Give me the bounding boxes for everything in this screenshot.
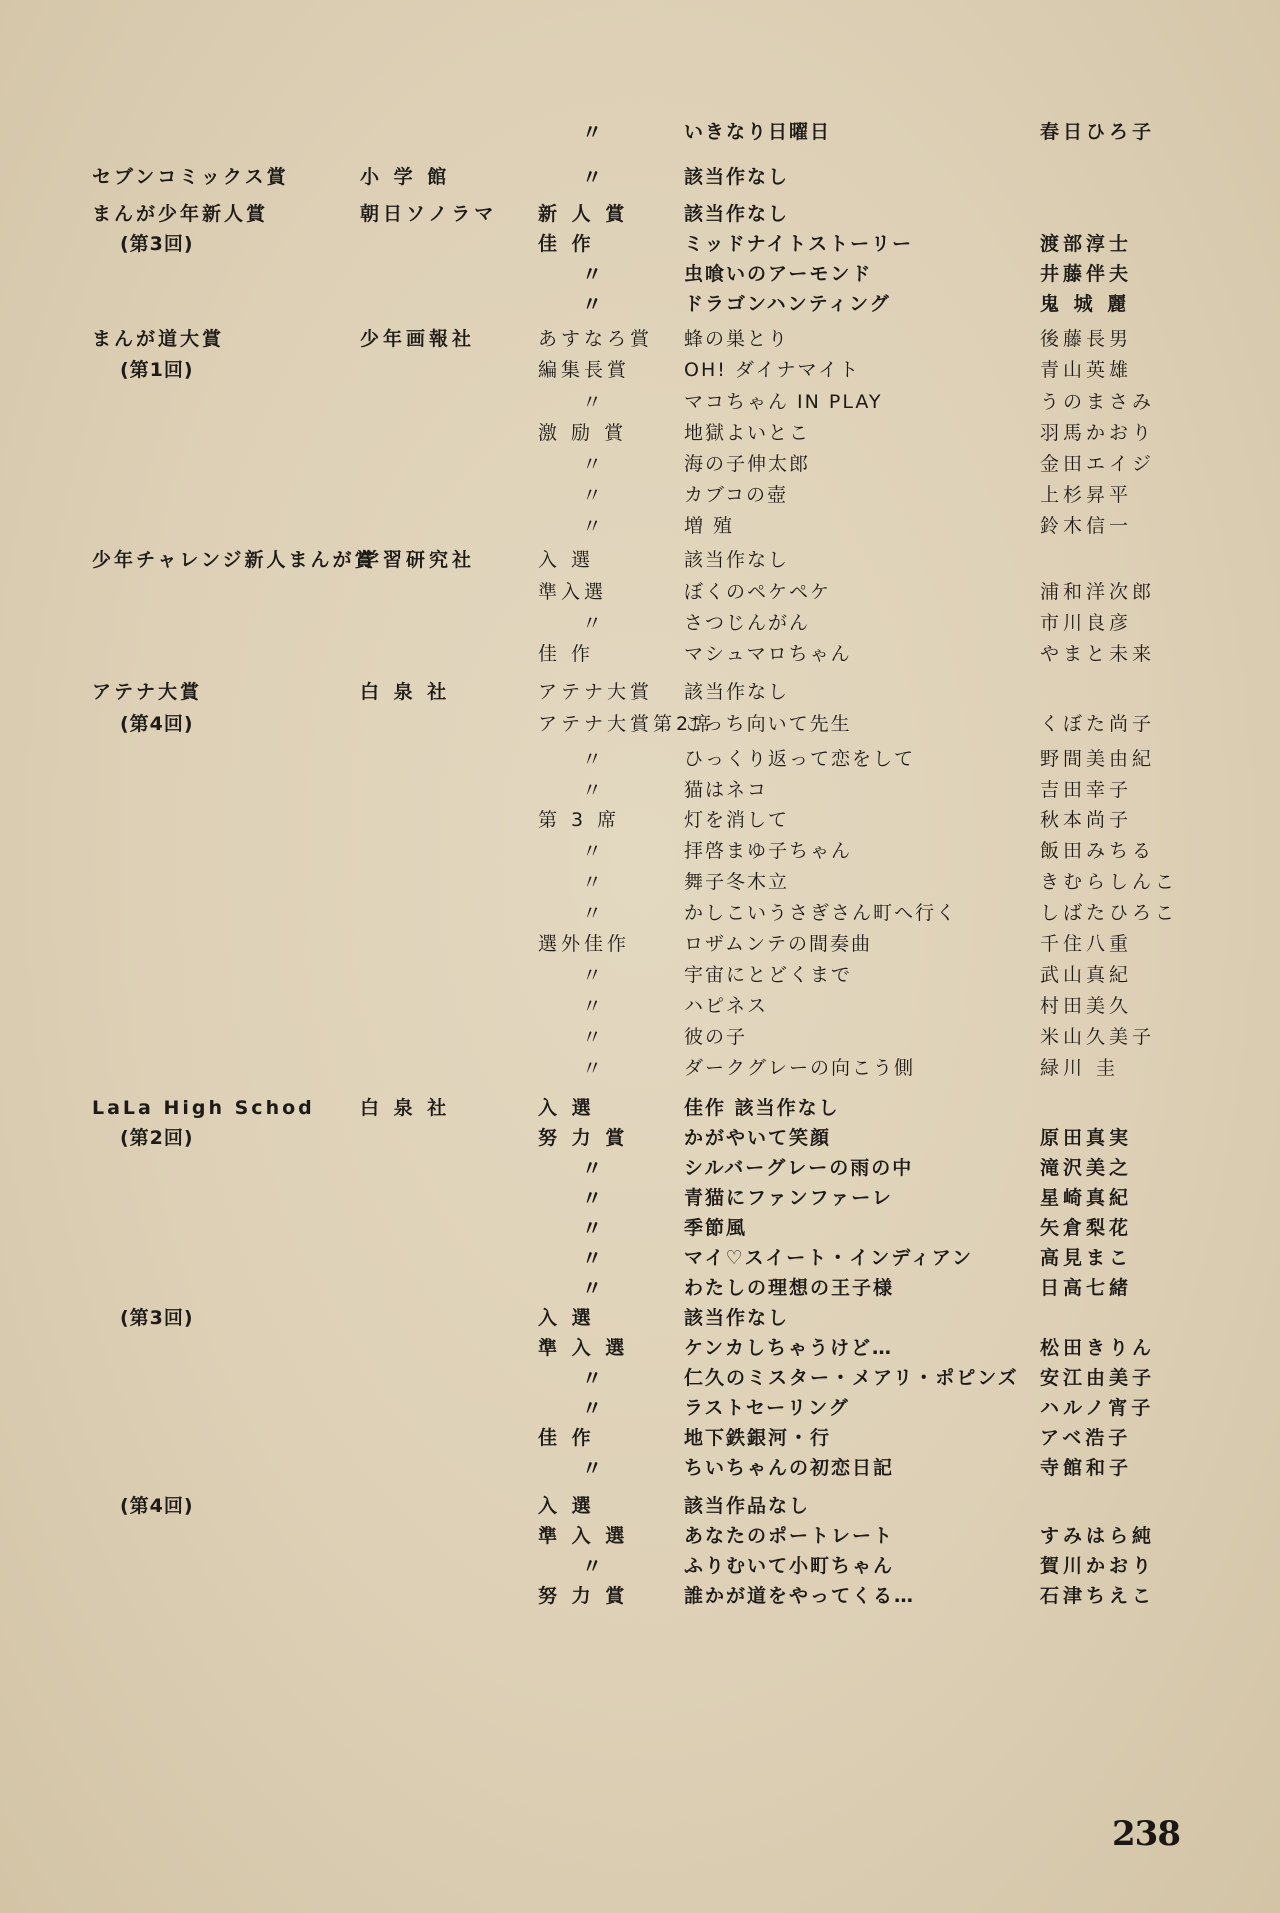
cell-category: 〃 [582,1366,602,1390]
page-number: 238 [1112,1814,1180,1854]
cell-title: マシュマロちゃん [684,643,852,665]
cell-category: 佳 作 [538,233,595,255]
cell-category: 入 選 [538,1495,595,1517]
cell-author: やまと未来 [1040,643,1156,665]
cell-category: 佳 作 [538,1427,595,1449]
cell-category: 〃 [582,1186,602,1210]
cell-author: 後藤長男 [1040,328,1133,350]
cell-author: 井藤伴夫 [1040,263,1133,285]
cell-category: 〃 [582,1056,602,1080]
cell-title: 該当作なし [684,681,790,703]
cell-title: OH! ダイナマイト [684,359,861,381]
cell-category: 入 選 [538,1307,595,1329]
cell-award: まんが道大賞 [92,328,225,350]
cell-category: 〃 [582,262,602,286]
cell-author: 松田きりん [1040,1337,1156,1359]
table-row [0,262,1280,292]
cell-title: 季節風 [684,1217,748,1239]
cell-author: しばたひろこ [1040,902,1179,924]
cell-category: 〃 [582,963,602,987]
table-row [0,390,1280,420]
cell-category: 佳 作 [538,643,595,665]
cell-author: 羽馬かおり [1040,422,1156,444]
table-row [0,963,1280,993]
cell-category: 選外佳作 [538,933,631,955]
cell-author: きむらしんこ [1040,871,1179,893]
cell-author: ハルノ宵子 [1040,1397,1155,1419]
cell-author: 浦和洋次郎 [1040,581,1156,603]
cell-category: アテナ大賞第2席 [538,713,716,735]
cell-title: ミッドナイトストーリー [684,233,914,255]
cell-award: セブンコミックス賞 [92,166,289,188]
cell-author: 渡部淳士 [1040,233,1133,255]
cell-author: 賀川かおり [1040,1555,1156,1577]
table-row [0,452,1280,482]
cell-title: ダークグレーの向こう側 [684,1057,916,1079]
cell-title: 虫喰いのアーモンド [684,263,873,285]
table-row [0,611,1280,641]
cell-title: 猫はネコ [684,779,769,801]
table-row [0,712,1280,742]
cell-category: 入 選 [538,1097,595,1119]
cell-title: 該当作なし [684,166,790,188]
table-row [0,1584,1280,1614]
cell-award: アテナ大賞 [92,681,203,703]
cell-author: 高見まこ [1040,1247,1133,1269]
cell-category: 〃 [582,778,602,802]
table-row [0,1156,1280,1186]
table-row [0,1524,1280,1554]
cell-category: 〃 [582,994,602,1018]
cell-title: ハピネス [684,995,769,1017]
cell-category: 〃 [582,747,602,771]
cell-category: アテナ大賞 [538,681,654,703]
cell-award: (第4回) [120,713,194,735]
table-row [0,292,1280,322]
table-row [0,1336,1280,1366]
cell-category: 努 力 賞 [538,1127,629,1149]
table-row [0,932,1280,962]
table-row [0,1306,1280,1336]
cell-category: 〃 [582,165,602,189]
cell-title: 仁久のミスター・メアリ・ポピンズ [684,1367,1019,1389]
cell-author: 青山英雄 [1040,359,1133,381]
cell-award: (第4回) [120,1495,194,1517]
table-row [0,1426,1280,1456]
cell-author: 鬼 城 麗 [1040,293,1131,315]
table-row [0,1186,1280,1216]
cell-title: 彼の子 [684,1026,748,1048]
cell-category: 〃 [582,120,602,144]
cell-category: 〃 [582,839,602,863]
cell-title: ぼくのペケペケ [684,581,832,603]
cell-title: 灯を消して [684,809,790,831]
cell-author: うのまさみ [1040,391,1156,413]
cell-category: 準入選 [538,581,608,603]
table-row [0,232,1280,262]
cell-category: 〃 [582,452,602,476]
cell-publisher: 少年画報社 [360,328,476,350]
table-row [0,1056,1280,1086]
cell-category: 編集長賞 [538,359,631,381]
table-row [0,747,1280,777]
cell-title: 青猫にファンファーレ [684,1187,893,1209]
cell-category: 準 入 選 [538,1337,629,1359]
cell-title: ドラゴンハンティング [684,293,891,315]
cell-category: 新 人 賞 [538,203,629,225]
cell-author: 飯田みちる [1040,840,1156,862]
cell-title: 蜂の巣とり [684,328,790,350]
table-row [0,1025,1280,1055]
table-row [0,1396,1280,1426]
cell-title: さつじんがん [684,612,811,634]
table-row [0,120,1280,150]
cell-title: 地獄よいとこ [684,422,811,444]
table-row [0,994,1280,1024]
cell-title: ちいちゃんの初恋日記 [684,1457,895,1479]
table-row [0,778,1280,808]
cell-author: 吉田幸子 [1040,779,1133,801]
cell-publisher: 白 泉 社 [360,681,451,703]
cell-author: 秋本尚子 [1040,809,1133,831]
cell-title: かがやいて笑顔 [684,1127,832,1149]
table-row [0,808,1280,838]
cell-author: 寺館和子 [1040,1457,1133,1479]
cell-title: 増 殖 [684,515,735,537]
cell-category: 〃 [582,1025,602,1049]
table-row [0,1216,1280,1246]
table-row [0,901,1280,931]
cell-award: (第1回) [120,359,194,381]
table-row [0,358,1280,388]
table-row [0,1456,1280,1486]
cell-category: 激 励 賞 [538,422,628,444]
cell-author: アベ浩子 [1040,1427,1132,1449]
table-row [0,1246,1280,1276]
cell-category: 〃 [582,1216,602,1240]
cell-title: ケンカしちゃうけど… [684,1337,894,1359]
cell-publisher: 学習研究社 [360,549,476,571]
cell-publisher: 白 泉 社 [360,1097,451,1119]
cell-author: 安江由美子 [1040,1367,1156,1389]
cell-title: 舞子冬木立 [684,871,790,893]
cell-title: わたしの理想の王子様 [684,1277,895,1299]
cell-author: 緑川 圭 [1040,1057,1120,1079]
table-row [0,202,1280,232]
cell-title: シルバーグレーの雨の中 [684,1157,914,1179]
cell-title: カブコの壺 [684,484,789,506]
table-row [0,1276,1280,1306]
cell-author: 米山久美子 [1040,1026,1156,1048]
cell-author: 矢倉梨花 [1040,1217,1133,1239]
cell-title: 誰かが道をやってくる… [684,1585,916,1607]
cell-author: 市川良彦 [1040,612,1133,634]
cell-category: 〃 [582,514,602,538]
cell-publisher: 朝日ソノラマ [360,203,498,225]
cell-award: LaLa High Schod [92,1097,315,1119]
cell-title: 海の子伸太郎 [684,453,811,475]
cell-category: 努 力 賞 [538,1585,629,1607]
cell-category: 〃 [582,1156,602,1180]
cell-author: 春日ひろ子 [1040,121,1156,143]
cell-title: 地下鉄銀河・行 [684,1427,832,1449]
cell-title: ひっくり返って恋をして [684,748,916,770]
table-row [0,421,1280,451]
table-row [0,839,1280,869]
table-row [0,1366,1280,1396]
cell-title: ロザムンテの間奏曲 [684,933,873,955]
cell-publisher: 小 学 館 [360,166,451,188]
table-row [0,483,1280,513]
cell-award: まんが少年新人賞 [92,203,269,225]
cell-author: 原田真実 [1040,1127,1133,1149]
cell-title: 宇宙にとどくまで [684,964,853,986]
cell-author: 上杉昇平 [1040,484,1133,506]
cell-category: 〃 [582,1456,602,1480]
table-row [0,680,1280,710]
cell-author: 村田美久 [1040,995,1133,1017]
cell-category: 〃 [582,483,602,507]
cell-category: 〃 [582,1396,602,1420]
cell-category: 〃 [582,292,602,316]
table-row [0,1554,1280,1584]
cell-category: あすなろ賞 [538,328,654,350]
cell-category: 〃 [582,611,602,635]
table-row [0,870,1280,900]
cell-author: 星崎真紀 [1040,1187,1133,1209]
cell-author: 鈴木信一 [1040,515,1133,537]
cell-title: 該当作なし [684,1307,790,1329]
cell-title: 該当作なし [684,549,790,571]
table-row [0,1096,1280,1126]
cell-category: 〃 [582,1246,602,1270]
cell-category: 〃 [582,1554,602,1578]
cell-author: くぼた尚子 [1040,713,1156,735]
cell-author: 千住八重 [1040,933,1133,955]
table-row [0,580,1280,610]
cell-category: 入 選 [538,549,595,571]
cell-award: (第3回) [120,1307,194,1329]
cell-title: いきなり日曜日 [684,121,832,143]
cell-author: 滝沢美之 [1040,1157,1133,1179]
cell-author: 金田エイジ [1040,453,1156,475]
cell-category: 第 3 席 [538,809,621,831]
cell-category: 〃 [582,390,602,414]
cell-award: 少年チャレンジ新人まんが賞 [92,549,377,571]
cell-title: 該当作品なし [684,1495,811,1517]
cell-title: 該当作なし [684,203,790,225]
table-row [0,548,1280,578]
cell-author: 野間美由紀 [1040,748,1156,770]
table-row [0,642,1280,672]
cell-title: かしこいうさぎさん町へ行く [684,902,958,924]
cell-author: 日高七緒 [1040,1277,1133,1299]
cell-title: あなたのポートレート [684,1525,895,1547]
cell-title: こっち向いて先生 [684,713,852,735]
cell-category: 〃 [582,870,602,894]
table-row [0,327,1280,357]
table-row [0,165,1280,195]
cell-category: 〃 [582,901,602,925]
table-row [0,514,1280,544]
cell-title: マコちゃん IN PLAY [684,391,883,413]
cell-title: ふりむいて小町ちゃん [684,1555,895,1577]
cell-author: 石津ちえこ [1040,1585,1156,1607]
cell-award: (第2回) [120,1127,194,1149]
table-row [0,1494,1280,1524]
cell-category: 準 入 選 [538,1525,629,1547]
table-row [0,1126,1280,1156]
cell-author: 武山真紀 [1040,964,1133,986]
cell-title: 佳作 該当作なし [684,1097,840,1119]
cell-author: すみはら純 [1040,1525,1156,1547]
cell-award: (第3回) [120,233,194,255]
cell-title: 拝啓まゆ子ちゃん [684,840,853,862]
cell-category: 〃 [582,1276,602,1300]
cell-title: マイ♡スイート・インディアン [684,1247,973,1269]
cell-title: ラストセーリング [684,1397,850,1419]
